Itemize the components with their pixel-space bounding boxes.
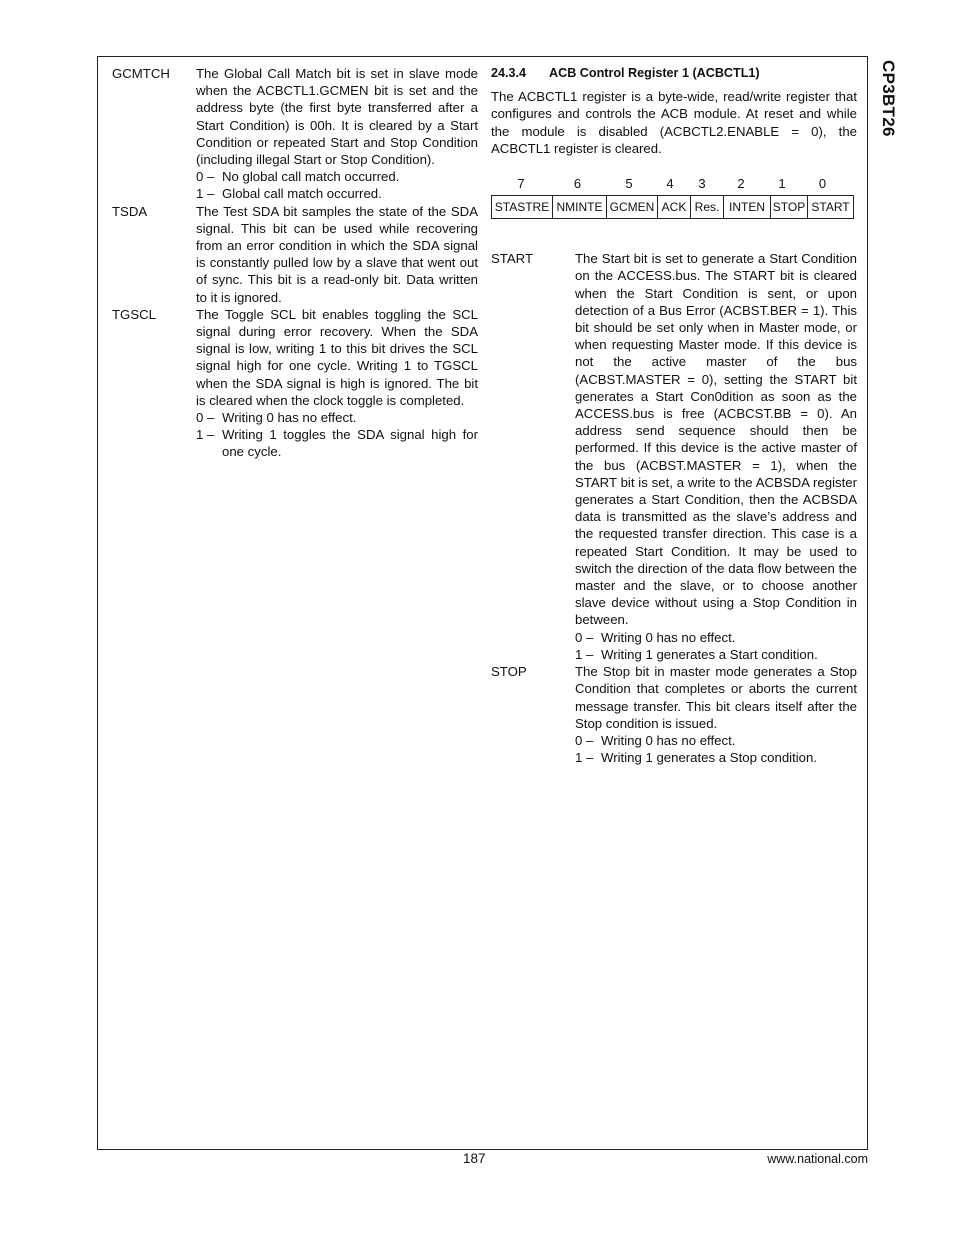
section-number: 24.3.4 [491, 66, 527, 80]
option-0 [575, 629, 857, 646]
register-bit-numbers [491, 175, 857, 192]
bit-number: 4 [666, 176, 674, 192]
option-key: 1 – [575, 646, 594, 662]
website-link[interactable]: www.national.com [767, 1152, 868, 1166]
option-key: 0 – [196, 410, 215, 426]
option-value: Writing 1 generates a Stop condition. [601, 750, 818, 766]
option-1 [575, 646, 857, 663]
register-field: ACK [658, 196, 691, 219]
option-key: 0 – [575, 629, 594, 645]
option-key: 0 – [575, 732, 594, 748]
option-0 [196, 409, 478, 426]
field-description-text: The Start bit is set to generate a Start Condition on the ACCESS.bus. The START bit is cleared when the Start Condition is sent, or upon detection of a Bus Error (ACBST.BER = 1). This bit should be set only when in Master mode, or when requesting Master mode. If this device is not the active master of the bus (ACBST.MASTER = 0), setting the START bit generates a Start Con0dition as soon as the ACCESS.bus is free (ACBCST.BB = 0). An address send sequence should then be performed. If this device is the active master of the bus (ACBST.MASTER = 1), when the START bit is set, a write to the ACBSDA register generates a Start Condition, then the ACBSDA data is transmitted as the slave’s address and the requested transfer direction. This case is a repeated Start Condition. It may be used to switch the direction of the data flow between the master and the slave, or to choose another slave device without using a Stop Condition in between. [575, 251, 857, 628]
bit-number: 2 [737, 176, 745, 192]
field-description [196, 203, 478, 306]
option-value: Writing 1 toggles the SDA signal high for one cycle. [222, 427, 478, 460]
field-name: TSDA [112, 203, 148, 219]
register-field: GCMEN [607, 196, 658, 219]
bit-number: 3 [698, 176, 706, 192]
bit-number: 0 [818, 176, 827, 192]
right-column [491, 65, 857, 766]
left-column [112, 65, 478, 461]
side-title-container [868, 60, 908, 160]
field-description [575, 663, 857, 766]
bit-number: 7 [517, 176, 525, 192]
option-value: No global call match occurred. [222, 169, 400, 185]
field-description-text: The Stop bit in master mode generates a Stop Condition that completes or aborts the current message transfer. This bit clears itself after the Stop condition is issued. [575, 664, 857, 731]
option-key: 1 – [196, 186, 215, 202]
page-number: 187 [463, 1151, 486, 1166]
section-title: ACB Control Register 1 (ACBCTL1) [549, 66, 760, 80]
option-key: 1 – [575, 750, 594, 766]
option-value: Writing 0 has no effect. [222, 410, 357, 426]
option-1 [575, 749, 857, 766]
field-description-text: The Toggle SCL bit enables toggling the SCL signal during error recovery. When the SDA signal is low, writing 1 to this bit drives the SCL signal high for one cycle. Writing 1 to TGSCL when the SDA signal is high is ignored. The bit is cleared when the clock toggle is completed. [196, 306, 478, 408]
section-heading [491, 65, 857, 82]
field-description-text: The Test SDA bit samples the state of the SDA signal. This bit can be used while recovering from an error condition in which the SDA signal is constantly pulled low by a slave that went out of sync. This bit is a read-only bit. Data written to it is ignored. [196, 203, 478, 305]
field-name: STOP [491, 664, 527, 680]
register-field: START [808, 196, 854, 219]
field-name: GCMTCH [112, 66, 170, 81]
register-table [491, 195, 854, 219]
field-name: START [491, 251, 534, 267]
option-0 [575, 732, 857, 749]
field-stop [491, 663, 857, 766]
field-name: TGSCL [112, 306, 156, 322]
bit-number: 5 [625, 176, 633, 192]
register-row [492, 196, 854, 219]
option-0 [196, 168, 478, 185]
register-field: Res. [691, 196, 724, 219]
field-tgscl [112, 306, 478, 461]
side-title: CP3BT26 [879, 60, 898, 137]
register-field: STASTRE [492, 196, 553, 219]
field-description [196, 65, 478, 203]
section-intro: The ACBCTL1 register is a byte-wide, read/write register that configures and controls the ACB module. At reset and while the module is disabled (ACBCTL2.ENABLE = 0), the ACBCTL1 register is cleared. [491, 89, 857, 156]
field-start [491, 250, 857, 663]
register-field: NMINTE [553, 196, 607, 219]
field-description [196, 306, 478, 461]
option-key: 0 – [196, 169, 215, 185]
field-description-text: The Global Call Match bit is set in slave mode when the ACBCTL1.GCMEN bit is set and the address byte (the first byte transferred after a Start Condition) is 00h. It is cleared by a Start Condition or repeated Start and Stop Condition (including illegal Start or Stop Condition). [196, 66, 478, 168]
field-gcmtch [112, 65, 478, 203]
option-value: Global call match occurred. [222, 186, 382, 202]
bit-number: 1 [778, 176, 786, 192]
field-tsda [112, 203, 478, 306]
register-field: INTEN [724, 196, 771, 219]
option-value: Writing 1 generates a Start condition. [601, 646, 818, 662]
option-1 [196, 185, 478, 202]
bit-number: 6 [573, 176, 582, 192]
option-value: Writing 0 has no effect. [601, 629, 736, 645]
field-description [575, 250, 857, 663]
option-value: Writing 0 has no effect. [601, 732, 736, 748]
option-key: 1 – [196, 427, 215, 443]
option-1 [196, 426, 478, 460]
register-field: STOP [771, 196, 808, 219]
